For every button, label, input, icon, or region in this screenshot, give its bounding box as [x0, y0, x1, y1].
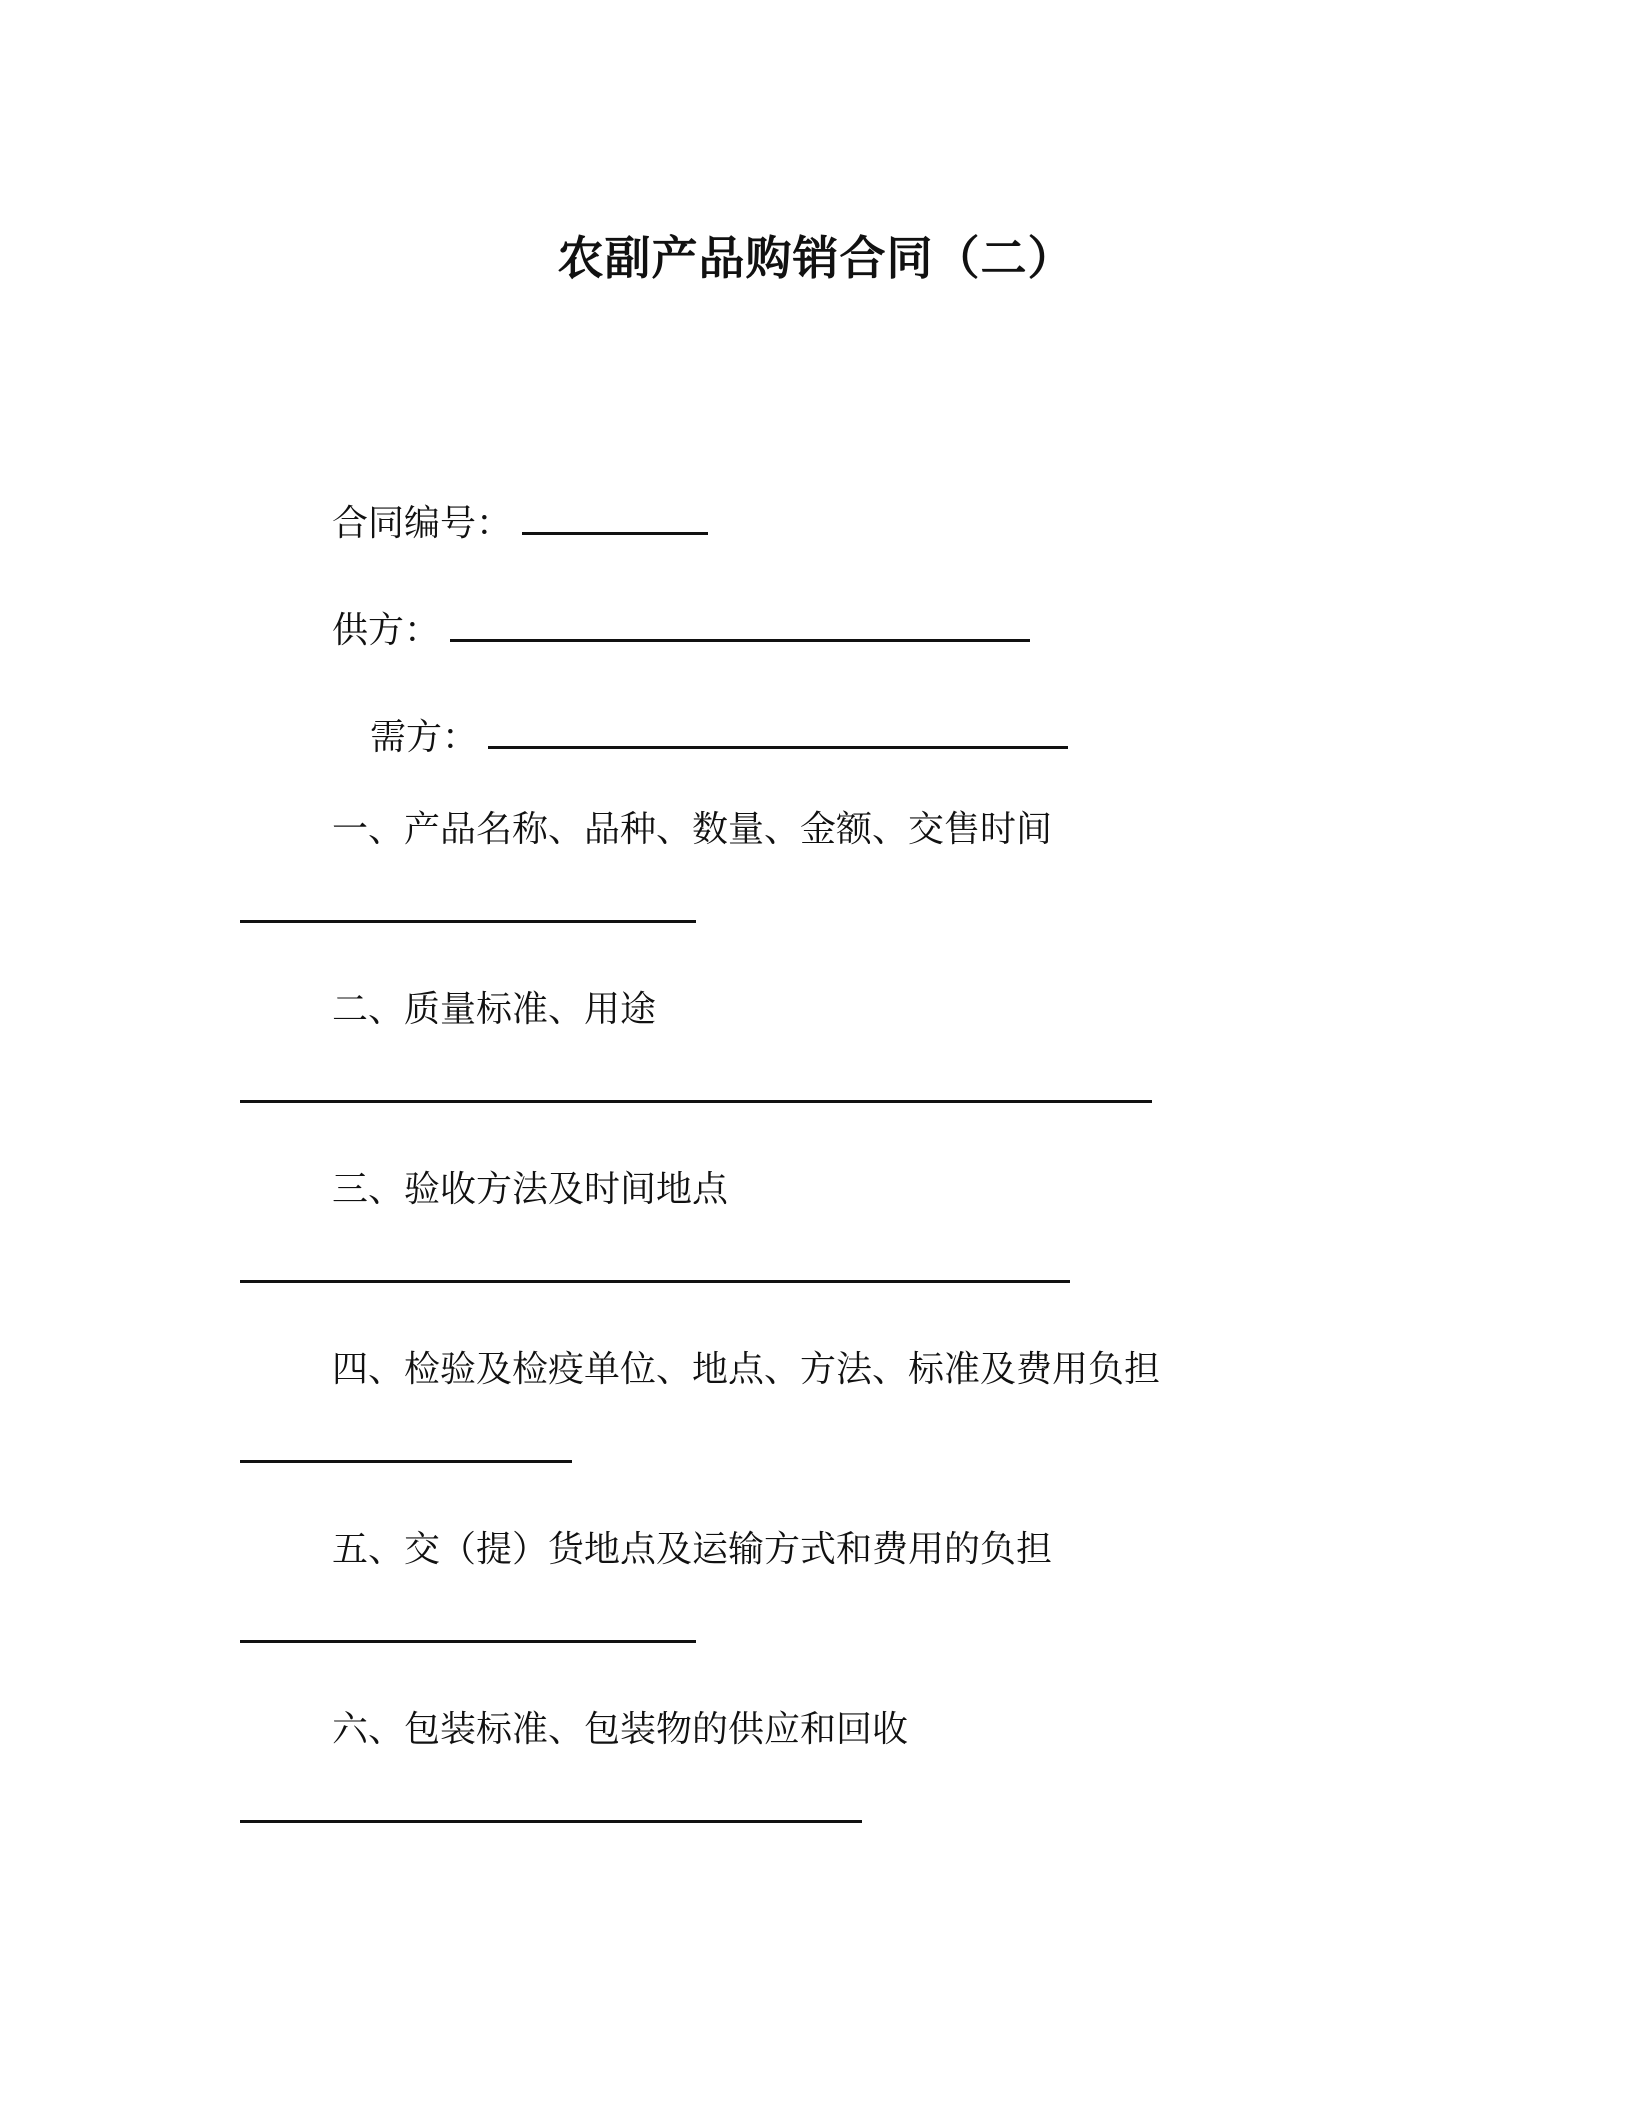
section-heading-1: 一、产品名称、品种、数量、金额、交售时间	[332, 809, 1053, 850]
document-title: 农副产品购销合同（二）	[557, 231, 1075, 285]
supplier-blank[interactable]	[450, 603, 1030, 642]
section-blank-6[interactable]	[240, 1820, 862, 1823]
section-blank-2[interactable]	[240, 1100, 1152, 1103]
supplier-label: 供方：	[332, 610, 441, 651]
section-heading-2: 二、质量标准、用途	[332, 989, 657, 1030]
section-heading-4: 四、检验及检疫单位、地点、方法、标准及费用负担	[332, 1349, 1161, 1390]
buyer-row	[370, 710, 1068, 762]
buyer-label: 需方：	[370, 717, 479, 758]
section-blank-1[interactable]	[240, 920, 696, 923]
contract-number-label: 合同编号：	[332, 503, 513, 544]
section-heading-3: 三、验收方法及时间地点	[332, 1169, 729, 1210]
supplier-row	[332, 603, 1030, 655]
section-blank-3[interactable]	[240, 1280, 1070, 1283]
section-heading-5: 五、交（提）货地点及运输方式和费用的负担	[332, 1529, 1053, 1570]
section-blank-5[interactable]	[240, 1640, 696, 1643]
contract-number-row	[332, 496, 708, 548]
section-heading-6: 六、包装标准、包装物的供应和回收	[332, 1709, 909, 1750]
contract-number-blank[interactable]	[522, 496, 708, 535]
section-blank-4[interactable]	[240, 1460, 572, 1463]
buyer-blank[interactable]	[488, 710, 1068, 749]
